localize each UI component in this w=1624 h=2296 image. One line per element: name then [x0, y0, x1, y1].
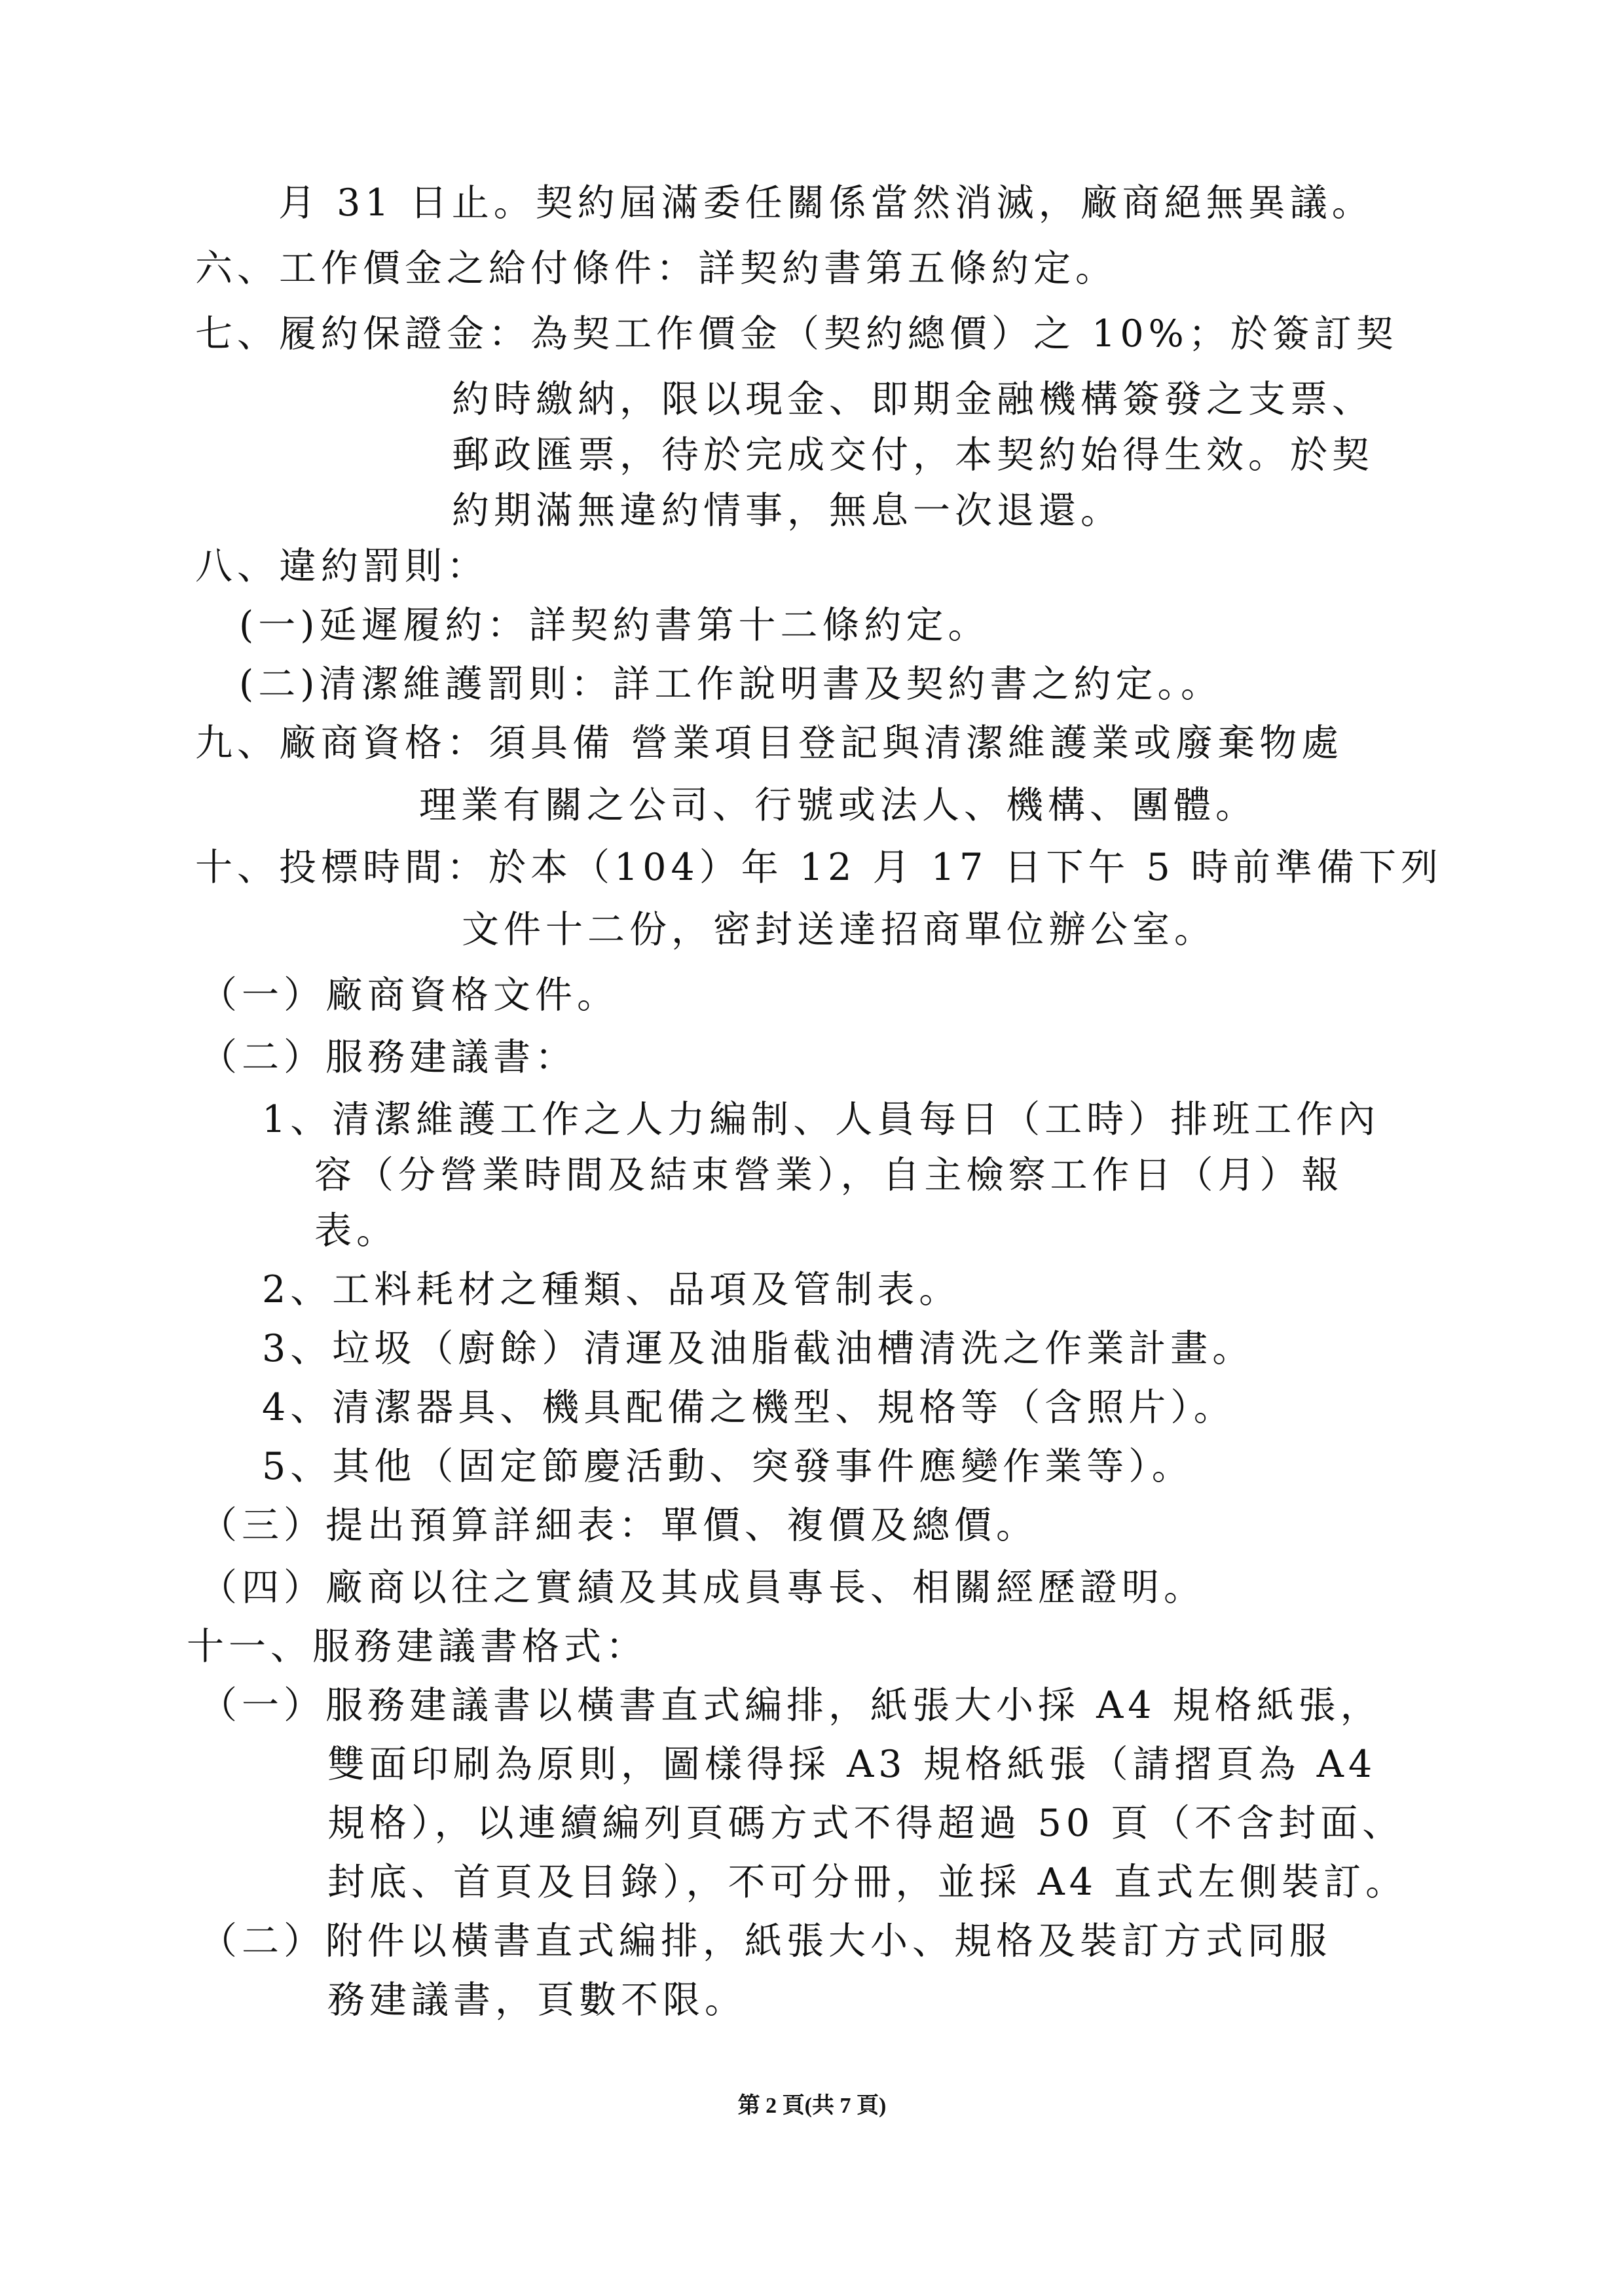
text-line: 月 31 日止。契約屆滿委任關係當然消滅，廠商絕無異議。: [278, 181, 1374, 225]
text-line: 1、清潔維護工作之人力編制、人員每日（工時）排班工作內: [262, 1098, 1380, 1141]
text-line: （二）附件以橫書直式編排，紙張大小、規格及裝訂方式同服: [200, 1920, 1331, 1963]
text-line: 5、其他（固定節慶活動、突發事件應變作業等）。: [262, 1445, 1194, 1488]
text-line: 容（分營業時間及結束營業），自主檢察工作日（月）報: [314, 1154, 1344, 1197]
text-line: （一）服務建議書以橫書直式編排，紙張大小採 A4 規格紙張，: [200, 1684, 1382, 1727]
text-line: 3、垃圾（廚餘）清運及油脂截油槽清洗之作業計畫。: [262, 1327, 1255, 1370]
text-line: 雙面印刷為原則，圖樣得採 A3 規格紙張（請摺頁為 A4: [327, 1743, 1377, 1786]
text-line: 規格），以連續編列頁碼方式不得超過 50 頁（不含封面、: [327, 1802, 1405, 1845]
text-line: 八、違約罰則：: [195, 545, 489, 588]
text-line: 十、投標時間：於本（104）年 12 月 17 日下午 5 時前準備下列: [195, 846, 1443, 889]
text-line: (二)清潔維護罰則：詳工作說明書及契約書之約定。。: [239, 663, 1223, 706]
text-line: （一）廠商資格文件。: [200, 974, 619, 1017]
text-line: （二）服務建議書：: [200, 1036, 577, 1079]
text-line: 七、履約保證金：為契工作價金（契約總價）之 10%；於簽訂契: [195, 312, 1398, 355]
text-line: 封底、首頁及目錄），不可分冊，並採 A4 直式左側裝訂。: [327, 1861, 1408, 1904]
text-line: 約時繳納，限以現金、即期金融機構簽發之支票、: [452, 378, 1374, 421]
text-line: 六、工作價金之給付條件：詳契約書第五條約定。: [195, 247, 1117, 290]
text-line: （三）提出預算詳細表：單價、複價及總價。: [200, 1504, 1038, 1547]
text-line: 郵政匯票，待於完成交付，本契約始得生效。於契: [452, 433, 1374, 477]
text-line: 2、工料耗材之種類、品項及管制表。: [262, 1268, 961, 1311]
page-number-footer: 第 2 頁(共 7 頁): [737, 2094, 887, 2118]
text-line: 表。: [314, 1209, 398, 1252]
text-line: （四）廠商以往之實績及其成員專長、相關經歷證明。: [200, 1566, 1206, 1609]
text-line: 4、清潔器具、機具配備之機型、規格等（含照片）。: [262, 1386, 1236, 1429]
text-line: 務建議書，頁數不限。: [327, 1978, 747, 2022]
text-line: (一)延遲履約：詳契約書第十二條約定。: [239, 604, 990, 647]
text-line: 文件十二份，密封送達招商單位辦公室。: [462, 908, 1216, 951]
text-line: 約期滿無違約情事，無息一次退還。: [452, 489, 1122, 532]
text-line: 理業有關之公司、行號或法人、機構、團體。: [419, 784, 1257, 827]
text-line: 十一、服務建議書格式：: [187, 1625, 648, 1668]
text-line: 九、廠商資格：須具備 營業項目登記與清潔維護業或廢棄物處: [195, 721, 1344, 765]
